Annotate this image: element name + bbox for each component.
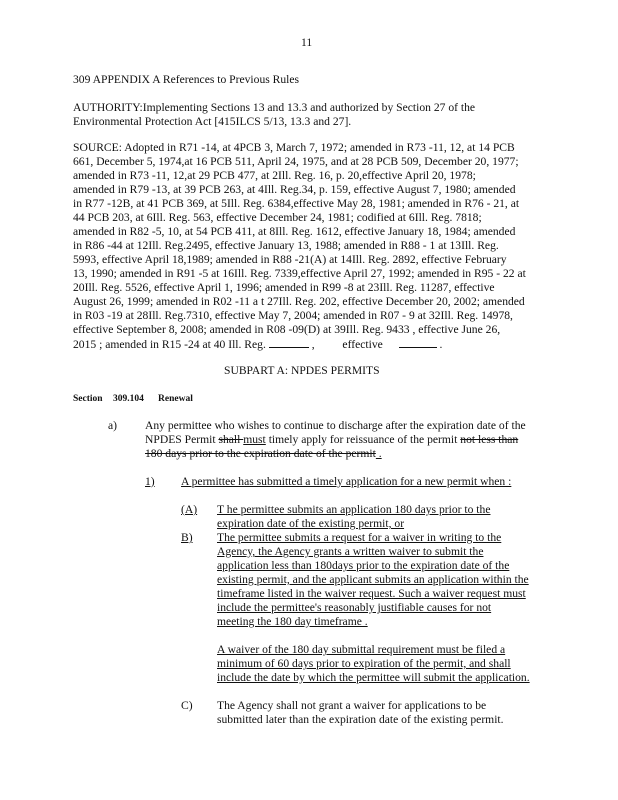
item-1-marker: 1) — [145, 475, 155, 488]
source-last-effective: effective — [342, 338, 383, 351]
inserted-text: . — [375, 447, 382, 460]
source-line: August 26, 1999; amended in R02 -11 a t 27Ill. Reg. 202, effective December 20, 2002; amended — [73, 295, 525, 308]
struck-text: 180 days prior to the expiration date of the permit — [145, 447, 376, 460]
subpart-heading: SUBPART A: NPDES PERMITS — [224, 364, 380, 377]
item-a-line: T he permittee submits an application 180 days prior to the — [217, 503, 491, 516]
section-number: 309.104 — [113, 394, 144, 404]
blank-reg-number — [269, 337, 309, 348]
source-line: 20Ill. Reg. 5526, effective April 1, 1996; amended in R99 -8 at 23Ill. Reg. 11287, effective — [73, 281, 495, 294]
item-b-line: application less than 180days prior to the expiration date of the — [217, 559, 510, 572]
authority-line-1: AUTHORITY:Implementing Sections 13 and 13.3 and authorized by Section 27 of the — [73, 101, 476, 114]
item-a-marker: (A) — [181, 503, 198, 516]
appendix-heading: 309 APPENDIX A References to Previous Rules — [73, 73, 300, 86]
source-line: effective September 8, 2008; amended in R08 -09(D) at 39Ill. Reg. 9433 , effective June 26, — [73, 323, 501, 336]
source-line: in R03 -19 at 28Ill. Reg.7310, effective May 7, 2004; amended in R07 - 9 at 32Ill. Reg. 14978, — [73, 309, 513, 322]
source-last-sep: , — [311, 338, 315, 351]
source-last-end: . — [439, 338, 443, 351]
source-line: amended in R73 -11, 12,at 29 PCB 477, at 2Ill. Reg. 16, p. 20,effective April 20, 1978; — [73, 169, 476, 182]
waiver-line: A waiver of the 180 day submittal requirement must be filed a — [217, 643, 506, 656]
source-line: 13, 1990; amended in R91 -5 at 16Ill. Reg. 7339,effective April 27, 1992; amended in R95 - 22 at — [73, 267, 526, 280]
item-b-line: existing permit, and the applicant submits an application within the — [217, 573, 529, 586]
page-number: 11 — [301, 36, 313, 49]
waiver-line: include the date by which the permittee will submit the application. — [217, 671, 530, 684]
struck-text: not less than — [460, 433, 519, 446]
struck-text: shall — [218, 433, 244, 446]
source-last-text: 2015 ; amended in R15 -24 at 40 Ill. Reg. — [73, 338, 266, 351]
para-a-line-2 — [145, 433, 518, 447]
para-a-text: NPDES Permit — [145, 433, 219, 446]
source-last-line — [73, 337, 442, 352]
source-line: amended in R79 -13, at 39 PCB 263, at 4Ill. Reg.34, p. 159, effective August 7, 1980; amended — [73, 183, 516, 196]
item-c-line: submitted later than the expiration date of the existing permit. — [217, 713, 504, 726]
item-c-line: The Agency shall not grant a waiver for applications to be — [217, 699, 487, 712]
source-line: 5993, effective April 18,1989; amended in R88 -21(A) at 14Ill. Reg. 2892, effective February — [73, 253, 507, 266]
item-b-line: The permittee submits a request for a waiver in writing to the — [217, 531, 502, 544]
item-1-text: A permittee has submitted a timely application for a new permit when : — [181, 475, 512, 488]
source-line: 44 PCB 203, at 6Ill. Reg. 563, effective December 24, 1981; codified at 6Ill. Reg. 7818; — [73, 211, 482, 224]
waiver-line: minimum of 60 days prior to expiration of the permit, and shall — [217, 657, 511, 670]
blank-effective-date — [399, 337, 437, 348]
item-b-marker: B) — [181, 531, 193, 544]
item-b-line: include the permittee's reasonably justifiable causes for not — [217, 601, 492, 614]
item-b-line: Agency, the Agency grants a written waiver to submit the — [217, 545, 484, 558]
para-a-marker: a) — [108, 419, 118, 432]
source-line: amended in R82 -5, 10, at 54 PCB 411, at 8Ill. Reg. 1612, effective January 18, 1984; amended — [73, 225, 516, 238]
inserted-text: must — [243, 433, 266, 446]
para-a-line-3 — [145, 447, 382, 461]
item-c-marker: C) — [181, 699, 193, 712]
authority-line-2: Environmental Protection Act [415ILCS 5/13, 13.3 and 27]. — [73, 115, 352, 128]
source-line: in R86 -44 at 12Ill. Reg.2495, effective January 13, 1988; amended in R88 - 1 at 13Ill. Reg. — [73, 239, 499, 252]
item-b-line: meeting the 180 day timeframe . — [217, 615, 368, 628]
section-title: Renewal — [158, 394, 193, 404]
source-line: SOURCE: Adopted in R71 -14, at 4PCB 3, March 7, 1972; amended in R73 -11, 12, at 14 PCB — [73, 141, 515, 154]
para-a-line-1: Any permittee who wishes to continue to discharge after the expiration date of the — [145, 419, 526, 432]
source-line: in R77 -12B, at 41 PCB 369, at 5Ill. Reg. 6384,effective May 28, 1981; amended in R76 - 21, at — [73, 197, 520, 210]
section-label: Section — [73, 394, 103, 404]
item-a-line: expiration date of the existing permit, or — [217, 517, 405, 530]
source-line: 661, December 5, 1974,at 16 PCB 511, April 24, 1975, and at 28 PCB 509, December 20, 1977; — [73, 155, 519, 168]
para-a-text: timely apply for reissuance of the permit — [265, 433, 461, 446]
item-b-line: timeframe listed in the waiver request. Such a waiver request must — [217, 587, 526, 600]
